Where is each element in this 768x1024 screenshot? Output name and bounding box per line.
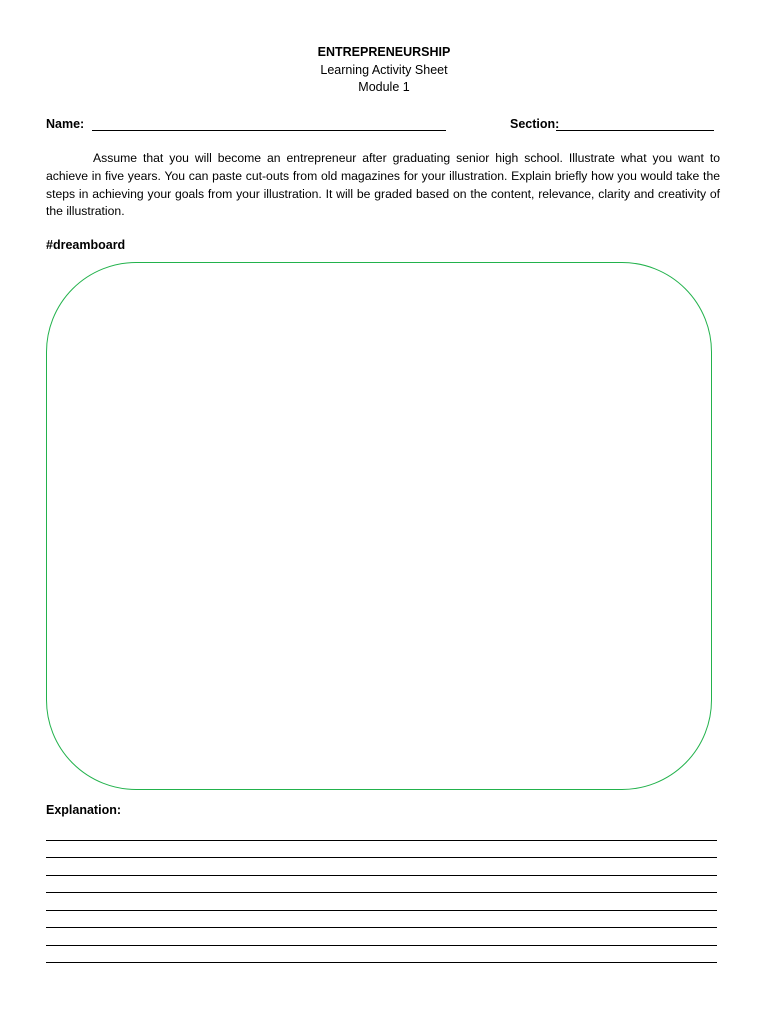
- explanation-answer-line[interactable]: [46, 893, 717, 911]
- document-subtitle: Learning Activity Sheet: [320, 62, 448, 77]
- dreamboard-illustration-box[interactable]: [46, 262, 712, 790]
- explanation-answer-line[interactable]: [46, 911, 717, 929]
- section-label: Section:: [510, 117, 560, 131]
- explanation-lines: [46, 823, 717, 963]
- module-label: Module 1: [358, 80, 410, 94]
- name-label: Name:: [46, 117, 85, 131]
- explanation-answer-line[interactable]: [46, 928, 717, 946]
- name-blank-line[interactable]: [92, 130, 446, 131]
- explanation-answer-line[interactable]: [46, 876, 717, 894]
- explanation-answer-line[interactable]: [46, 946, 717, 964]
- document-title: ENTREPRENEURSHIP: [317, 45, 451, 59]
- activity-instructions: Assume that you will become an entrepreneur after graduating senior high school. Illustrate what you want to achieve in five years. You can paste cut-outs from old magazines for your illustration. Explain briefly how you would take the steps in achieving your goals from your illustration. It will be graded based on the content, relevance, clarity and creativity of the illustration.: [46, 151, 720, 219]
- document-header: [0, 44, 768, 97]
- explanation-answer-line[interactable]: [46, 841, 717, 859]
- student-info-row: [46, 116, 718, 134]
- explanation-answer-line[interactable]: [46, 858, 717, 876]
- dreamboard-heading: #dreamboard: [46, 238, 126, 252]
- explanation-answer-line[interactable]: [46, 823, 717, 841]
- section-blank-line[interactable]: [556, 130, 714, 131]
- explanation-label: Explanation:: [46, 803, 122, 817]
